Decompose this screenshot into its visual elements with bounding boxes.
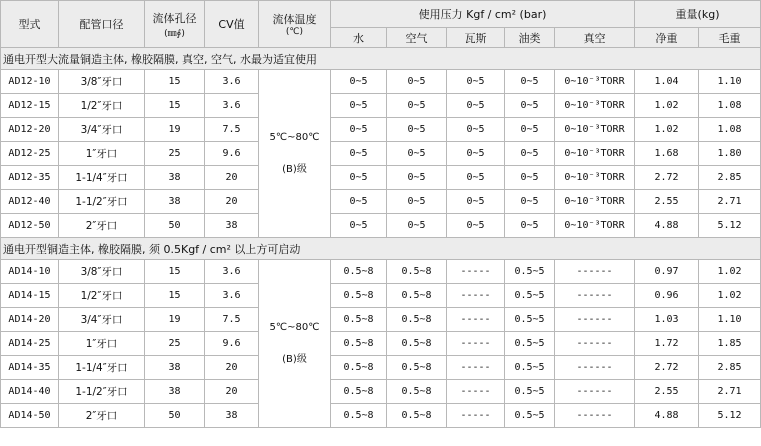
gas-pressure-cell: ----- bbox=[447, 404, 505, 428]
table-row bbox=[1, 404, 761, 428]
orifice-cell: 15 bbox=[145, 70, 205, 94]
table-row bbox=[1, 284, 761, 308]
water-pressure-cell: 0.5~8 bbox=[331, 308, 387, 332]
water-pressure-cell: 0.5~8 bbox=[331, 404, 387, 428]
section-title: 通电开型铜造主体, 橡胶隔膜, 须 0.5Kgf / cm² 以上方可启动 bbox=[1, 238, 761, 260]
water-pressure-cell: 0.5~8 bbox=[331, 356, 387, 380]
temperature-grade: (B)级 bbox=[282, 353, 307, 365]
port-cell: 1-1/2″牙口 bbox=[59, 190, 145, 214]
vacuum-pressure-cell: ------ bbox=[555, 308, 635, 332]
net-weight-cell: 2.72 bbox=[635, 166, 699, 190]
net-weight-cell: 0.96 bbox=[635, 284, 699, 308]
air-pressure-cell: 0~5 bbox=[387, 166, 447, 190]
section-title-row bbox=[1, 238, 761, 260]
model-cell: AD12-40 bbox=[1, 190, 59, 214]
water-pressure-cell: 0~5 bbox=[331, 214, 387, 238]
vacuum-pressure-cell: 0~10⁻³TORR bbox=[555, 94, 635, 118]
orifice-cell: 38 bbox=[145, 166, 205, 190]
port-cell: 1″牙口 bbox=[59, 142, 145, 166]
header-gross-weight: 毛重 bbox=[699, 28, 761, 48]
table-row bbox=[1, 332, 761, 356]
water-pressure-cell: 0.5~8 bbox=[331, 284, 387, 308]
water-pressure-cell: 0~5 bbox=[331, 166, 387, 190]
air-pressure-cell: 0.5~8 bbox=[387, 332, 447, 356]
table-row bbox=[1, 356, 761, 380]
port-cell: 1-1/2″牙口 bbox=[59, 380, 145, 404]
temperature-range: 5℃~80℃ bbox=[269, 131, 320, 143]
header-temp bbox=[259, 1, 331, 48]
oil-pressure-cell: 0~5 bbox=[505, 94, 555, 118]
orifice-cell: 38 bbox=[145, 190, 205, 214]
temperature-cell bbox=[259, 260, 331, 428]
gross-weight-cell: 2.85 bbox=[699, 166, 761, 190]
gross-weight-cell: 2.71 bbox=[699, 380, 761, 404]
header-pressure: 使用压力 Kgf / cm² (bar) bbox=[331, 1, 635, 28]
header-temp-label: 流体温度 bbox=[272, 13, 317, 26]
gross-weight-cell: 2.85 bbox=[699, 356, 761, 380]
vacuum-pressure-cell: 0~10⁻³TORR bbox=[555, 166, 635, 190]
gross-weight-cell: 2.71 bbox=[699, 190, 761, 214]
orifice-cell: 38 bbox=[145, 356, 205, 380]
gas-pressure-cell: ----- bbox=[447, 308, 505, 332]
gas-pressure-cell: ----- bbox=[447, 380, 505, 404]
model-cell: AD12-15 bbox=[1, 94, 59, 118]
water-pressure-cell: 0.5~8 bbox=[331, 260, 387, 284]
temperature-grade: (B)级 bbox=[282, 163, 307, 175]
model-cell: AD12-50 bbox=[1, 214, 59, 238]
header-port: 配管口径 bbox=[59, 1, 145, 48]
gross-weight-cell: 1.80 bbox=[699, 142, 761, 166]
model-cell: AD12-25 bbox=[1, 142, 59, 166]
port-cell: 2″牙口 bbox=[59, 214, 145, 238]
gas-pressure-cell: 0~5 bbox=[447, 94, 505, 118]
water-pressure-cell: 0~5 bbox=[331, 94, 387, 118]
gas-pressure-cell: 0~5 bbox=[447, 142, 505, 166]
gas-pressure-cell: ----- bbox=[447, 260, 505, 284]
water-pressure-cell: 0~5 bbox=[331, 118, 387, 142]
table-row bbox=[1, 308, 761, 332]
model-cell: AD14-40 bbox=[1, 380, 59, 404]
cv-cell: 7.5 bbox=[205, 308, 259, 332]
oil-pressure-cell: 0~5 bbox=[505, 70, 555, 94]
oil-pressure-cell: 0.5~5 bbox=[505, 284, 555, 308]
gas-pressure-cell: 0~5 bbox=[447, 190, 505, 214]
orifice-cell: 50 bbox=[145, 404, 205, 428]
header-net-weight: 净重 bbox=[635, 28, 699, 48]
header-orifice bbox=[145, 1, 205, 48]
vacuum-pressure-cell: ------ bbox=[555, 260, 635, 284]
section-title-row bbox=[1, 48, 761, 70]
gas-pressure-cell: ----- bbox=[447, 332, 505, 356]
port-cell: 1/2″牙口 bbox=[59, 284, 145, 308]
orifice-cell: 25 bbox=[145, 142, 205, 166]
temperature-cell bbox=[259, 70, 331, 238]
model-cell: AD14-35 bbox=[1, 356, 59, 380]
port-cell: 1-1/4″牙口 bbox=[59, 356, 145, 380]
gross-weight-cell: 5.12 bbox=[699, 214, 761, 238]
port-cell: 3/4″牙口 bbox=[59, 308, 145, 332]
gas-pressure-cell: 0~5 bbox=[447, 70, 505, 94]
port-cell: 3/8″牙口 bbox=[59, 70, 145, 94]
net-weight-cell: 4.88 bbox=[635, 214, 699, 238]
orifice-cell: 15 bbox=[145, 284, 205, 308]
model-cell: AD14-15 bbox=[1, 284, 59, 308]
air-pressure-cell: 0.5~8 bbox=[387, 404, 447, 428]
model-cell: AD14-50 bbox=[1, 404, 59, 428]
header-model: 型式 bbox=[1, 1, 59, 48]
water-pressure-cell: 0.5~8 bbox=[331, 380, 387, 404]
air-pressure-cell: 0~5 bbox=[387, 70, 447, 94]
header-orifice-unit: (㎜∮) bbox=[164, 28, 185, 39]
net-weight-cell: 1.72 bbox=[635, 332, 699, 356]
gross-weight-cell: 1.10 bbox=[699, 70, 761, 94]
net-weight-cell: 4.88 bbox=[635, 404, 699, 428]
port-cell: 1″牙口 bbox=[59, 332, 145, 356]
gross-weight-cell: 5.12 bbox=[699, 404, 761, 428]
table-row bbox=[1, 190, 761, 214]
orifice-cell: 15 bbox=[145, 260, 205, 284]
temperature-range: 5℃~80℃ bbox=[269, 321, 320, 333]
vacuum-pressure-cell: 0~10⁻³TORR bbox=[555, 118, 635, 142]
oil-pressure-cell: 0~5 bbox=[505, 166, 555, 190]
model-cell: AD14-20 bbox=[1, 308, 59, 332]
header-oil: 油类 bbox=[505, 28, 555, 48]
net-weight-cell: 2.55 bbox=[635, 190, 699, 214]
port-cell: 1/2″牙口 bbox=[59, 94, 145, 118]
header-air: 空气 bbox=[387, 28, 447, 48]
gross-weight-cell: 1.10 bbox=[699, 308, 761, 332]
header-weight: 重量(kg) bbox=[635, 1, 761, 28]
oil-pressure-cell: 0.5~5 bbox=[505, 380, 555, 404]
air-pressure-cell: 0.5~8 bbox=[387, 380, 447, 404]
gas-pressure-cell: 0~5 bbox=[447, 166, 505, 190]
orifice-cell: 15 bbox=[145, 94, 205, 118]
gas-pressure-cell: ----- bbox=[447, 356, 505, 380]
air-pressure-cell: 0.5~8 bbox=[387, 308, 447, 332]
table-row bbox=[1, 260, 761, 284]
vacuum-pressure-cell: 0~10⁻³TORR bbox=[555, 70, 635, 94]
header-water: 水 bbox=[331, 28, 387, 48]
oil-pressure-cell: 0~5 bbox=[505, 214, 555, 238]
net-weight-cell: 1.68 bbox=[635, 142, 699, 166]
air-pressure-cell: 0.5~8 bbox=[387, 260, 447, 284]
header-orifice-label: 流体孔径 bbox=[152, 11, 197, 25]
water-pressure-cell: 0~5 bbox=[331, 142, 387, 166]
header-row bbox=[1, 1, 761, 28]
vacuum-pressure-cell: 0~10⁻³TORR bbox=[555, 190, 635, 214]
vacuum-pressure-cell: ------ bbox=[555, 332, 635, 356]
cv-cell: 3.6 bbox=[205, 70, 259, 94]
cv-cell: 20 bbox=[205, 190, 259, 214]
table-row bbox=[1, 142, 761, 166]
cv-cell: 20 bbox=[205, 356, 259, 380]
orifice-cell: 38 bbox=[145, 380, 205, 404]
cv-cell: 20 bbox=[205, 166, 259, 190]
header-gas: 瓦斯 bbox=[447, 28, 505, 48]
gross-weight-cell: 1.08 bbox=[699, 118, 761, 142]
cv-cell: 20 bbox=[205, 380, 259, 404]
vacuum-pressure-cell: ------ bbox=[555, 380, 635, 404]
cv-cell: 7.5 bbox=[205, 118, 259, 142]
header-vacuum: 真空 bbox=[555, 28, 635, 48]
oil-pressure-cell: 0~5 bbox=[505, 142, 555, 166]
oil-pressure-cell: 0~5 bbox=[505, 118, 555, 142]
gas-pressure-cell: ----- bbox=[447, 284, 505, 308]
net-weight-cell: 1.02 bbox=[635, 118, 699, 142]
table-row bbox=[1, 118, 761, 142]
model-cell: AD14-25 bbox=[1, 332, 59, 356]
net-weight-cell: 2.72 bbox=[635, 356, 699, 380]
table-row bbox=[1, 214, 761, 238]
port-cell: 1-1/4″牙口 bbox=[59, 166, 145, 190]
oil-pressure-cell: 0.5~5 bbox=[505, 260, 555, 284]
oil-pressure-cell: 0~5 bbox=[505, 190, 555, 214]
air-pressure-cell: 0~5 bbox=[387, 214, 447, 238]
vacuum-pressure-cell: ------ bbox=[555, 284, 635, 308]
gross-weight-cell: 1.85 bbox=[699, 332, 761, 356]
model-cell: AD12-10 bbox=[1, 70, 59, 94]
cv-cell: 9.6 bbox=[205, 332, 259, 356]
header-cv: CV值 bbox=[205, 1, 259, 48]
orifice-cell: 19 bbox=[145, 118, 205, 142]
cv-cell: 38 bbox=[205, 404, 259, 428]
model-cell: AD14-10 bbox=[1, 260, 59, 284]
table-row bbox=[1, 94, 761, 118]
section-title: 通电开型大流量铜造主体, 橡胶隔膜, 真空, 空气, 水最为适宜使用 bbox=[1, 48, 761, 70]
net-weight-cell: 1.03 bbox=[635, 308, 699, 332]
cv-cell: 3.6 bbox=[205, 260, 259, 284]
water-pressure-cell: 0~5 bbox=[331, 190, 387, 214]
cv-cell: 9.6 bbox=[205, 142, 259, 166]
air-pressure-cell: 0~5 bbox=[387, 190, 447, 214]
orifice-cell: 50 bbox=[145, 214, 205, 238]
gross-weight-cell: 1.02 bbox=[699, 284, 761, 308]
vacuum-pressure-cell: 0~10⁻³TORR bbox=[555, 214, 635, 238]
port-cell: 2″牙口 bbox=[59, 404, 145, 428]
vacuum-pressure-cell: ------ bbox=[555, 356, 635, 380]
net-weight-cell: 1.02 bbox=[635, 94, 699, 118]
orifice-cell: 25 bbox=[145, 332, 205, 356]
table-row bbox=[1, 70, 761, 94]
orifice-cell: 19 bbox=[145, 308, 205, 332]
vacuum-pressure-cell: 0~10⁻³TORR bbox=[555, 142, 635, 166]
gross-weight-cell: 1.08 bbox=[699, 94, 761, 118]
net-weight-cell: 1.04 bbox=[635, 70, 699, 94]
net-weight-cell: 0.97 bbox=[635, 260, 699, 284]
port-cell: 3/8″牙口 bbox=[59, 260, 145, 284]
gas-pressure-cell: 0~5 bbox=[447, 118, 505, 142]
cv-cell: 3.6 bbox=[205, 284, 259, 308]
port-cell: 3/4″牙口 bbox=[59, 118, 145, 142]
header-temp-unit: (℃) bbox=[285, 27, 304, 37]
air-pressure-cell: 0~5 bbox=[387, 94, 447, 118]
air-pressure-cell: 0.5~8 bbox=[387, 356, 447, 380]
water-pressure-cell: 0.5~8 bbox=[331, 332, 387, 356]
air-pressure-cell: 0~5 bbox=[387, 118, 447, 142]
gross-weight-cell: 1.02 bbox=[699, 260, 761, 284]
air-pressure-cell: 0.5~8 bbox=[387, 284, 447, 308]
oil-pressure-cell: 0.5~5 bbox=[505, 404, 555, 428]
table-row bbox=[1, 380, 761, 404]
oil-pressure-cell: 0.5~5 bbox=[505, 356, 555, 380]
oil-pressure-cell: 0.5~5 bbox=[505, 308, 555, 332]
table-row bbox=[1, 166, 761, 190]
cv-cell: 3.6 bbox=[205, 94, 259, 118]
oil-pressure-cell: 0.5~5 bbox=[505, 332, 555, 356]
net-weight-cell: 2.55 bbox=[635, 380, 699, 404]
cv-cell: 38 bbox=[205, 214, 259, 238]
vacuum-pressure-cell: ------ bbox=[555, 404, 635, 428]
water-pressure-cell: 0~5 bbox=[331, 70, 387, 94]
air-pressure-cell: 0~5 bbox=[387, 142, 447, 166]
gas-pressure-cell: 0~5 bbox=[447, 214, 505, 238]
model-cell: AD12-35 bbox=[1, 166, 59, 190]
model-cell: AD12-20 bbox=[1, 118, 59, 142]
